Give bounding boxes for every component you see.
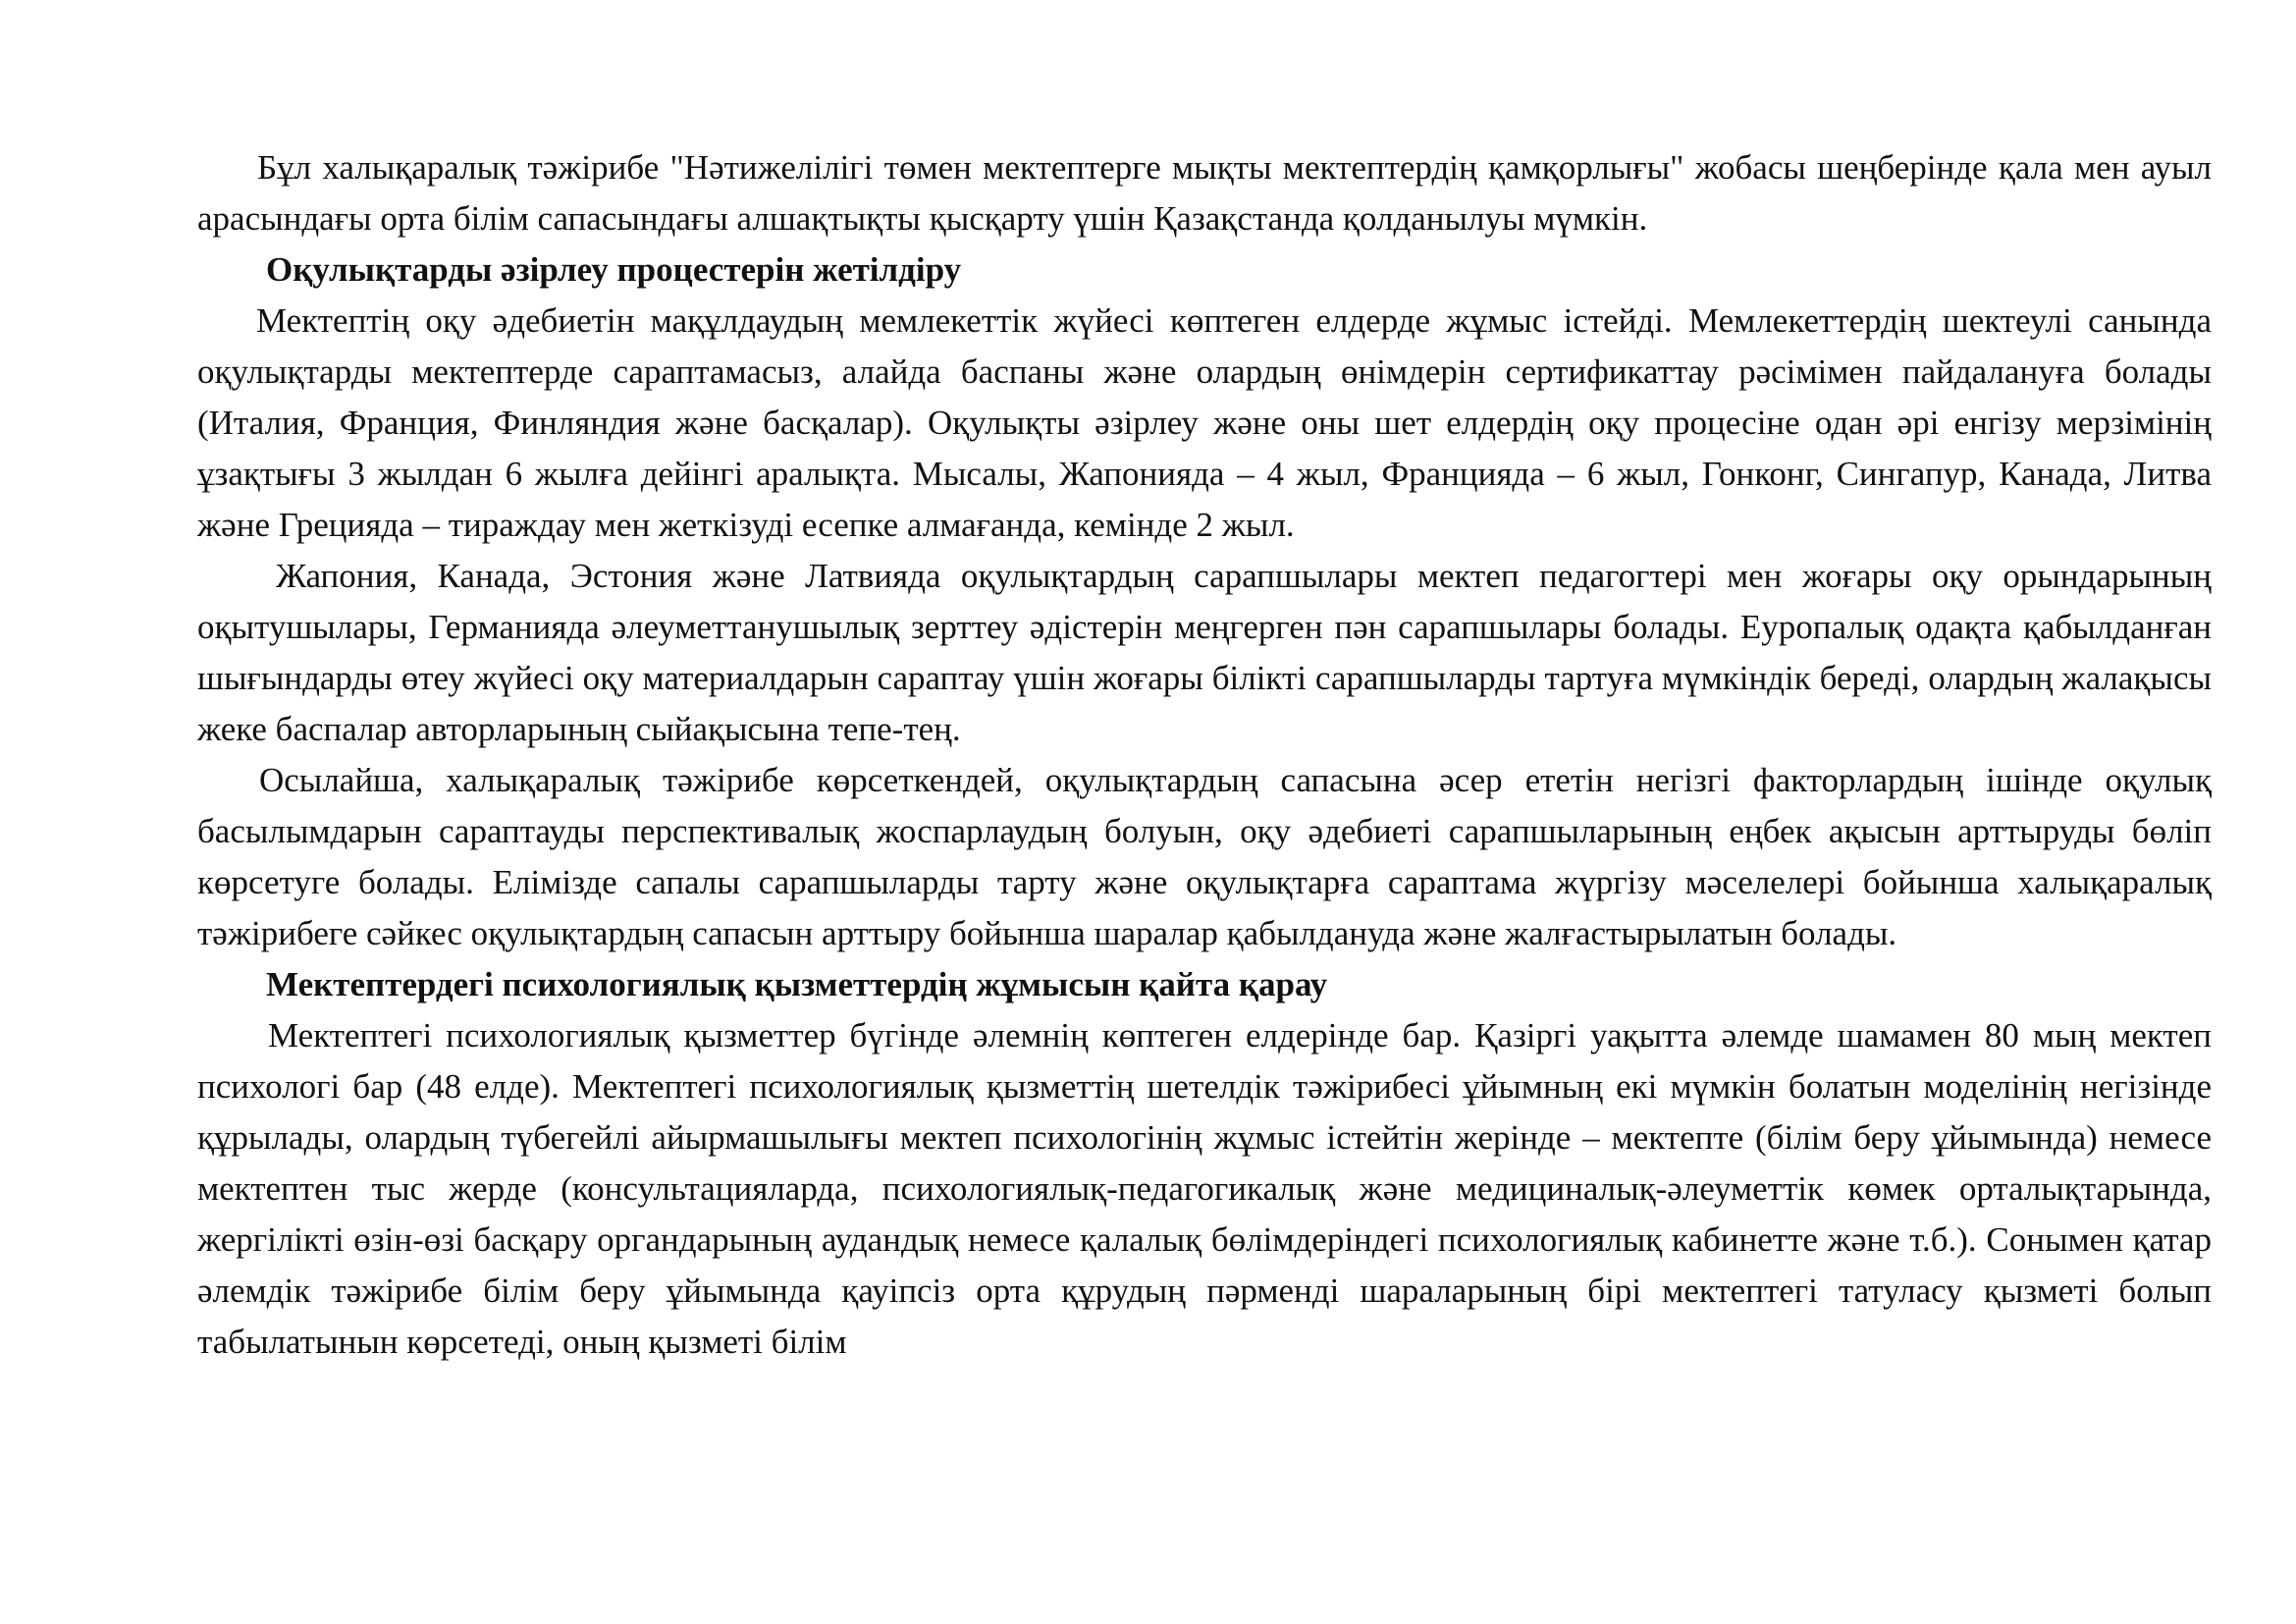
paragraph-4: Осылайша, халықаралық тәжірибе көрсеткендей, оқулықтардың сапасына әсер ететін негізгі факторлардың ішінде оқулық басылымдарын сараптауды перспективалық жоспарлаудың болуын, оқу әдебиеті сарапшыларының еңбек ақысын арттыруды бөліп көрсетуге болады. Елімізде сапалы сарапшыларды тарту және оқулықтарға сараптама жүргізу мәселелері бойынша халықаралық тәжірибеге сәйкес оқулықтардың сапасын арттыру бойынша шаралар қабылдануда және жалғастырылатын болады. xyxy=(197,761,2212,952)
document-page xyxy=(197,142,2212,1368)
paragraph-2: Мектептің оқу әдебиетін мақұлдаудың мемлекеттік жүйесі көптеген елдерде жұмыс істейді. Мемлекеттердің шектеулі санында оқулықтарды мектептерде сараптамасыз, алайда баспаны және олардың өнімдерін сертификаттау рәсімімен пайдалануға болады (Италия, Франция, Финляндия және басқалар). Оқулықты әзірлеу және оны шет елдердің оқу процесіне одан әрі енгізу мерзімінің ұзақтығы 3 жылдан 6 жылға дейінгі аралықта. Мысалы, Жапонияда – 4 жыл, Францияда – 6 жыл, Гонконг, Сингапур, Канада, Литва және Грецияда – тираждау мен жеткізуді есепке алмағанда, кемінде 2 жыл. xyxy=(197,301,2212,544)
heading-psychological-services: Мектептердегі психологиялық қызметтердің жұмысын қайта қарау xyxy=(266,965,1328,1003)
paragraph-3: Жапония, Канада, Эстония және Латвияда оқулықтардың сарапшылары мектеп педагогтері мен жоғары оқу орындарының оқытушылары, Германияда әлеуметтанушылық зерттеу әдістерін меңгерген пән сарапшылары болады. Еуропалық одақта қабылданған шығындарды өтеу жүйесі оқу материалдарын сараптау үшін жоғары білікті сарапшыларды тартуға мүмкіндік береді, олардың жалақысы жеке баспалар авторларының сыйақысына тепе-тең. xyxy=(197,557,2212,748)
paragraph-1: Бұл халықаралық тәжірибе "Нәтижелілігі төмен мектептерге мықты мектептердің қамқорлығы" жобасы шеңберінде қала мен ауыл арасындағы орта білім сапасындағы алшақтықты қысқарту үшін Қазақстанда қолданылуы мүмкін. xyxy=(197,148,2212,238)
paragraph-5: Мектептегі психологиялық қызметтер бүгінде әлемнің көптеген елдерінде бар. Қазіргі уақытта әлемде шамамен 80 мың мектеп психологі бар (48 елде). Мектептегі психологиялық қызметтің шетелдік тәжірибесі ұйымның екі мүмкін болатын моделінің негізінде құрылады, олардың түбегейлі айырмашылығы мектеп психологінің жұмыс істейтін жерінде – мектепте (білім беру ұйымында) немесе мектептен тыс жерде (консультацияларда, психологиялық-педагогикалық және медициналық-әлеуметтік көмек орталықтарында, жергілікті өзін-өзі басқару органдарының аудандық немесе қалалық бөлімдеріндегі психологиялық кабинетте және т.б.). Сонымен қатар әлемдік тәжірибе білім беру ұйымында қауіпсіз орта құрудың пәрменді шараларының бірі мектептегі татуласу қызметі болып табылатынын көрсетеді, оның қызметі білім xyxy=(197,1016,2212,1361)
heading-textbook-development: Оқулықтарды әзірлеу процестерін жетілдіру xyxy=(266,250,962,289)
